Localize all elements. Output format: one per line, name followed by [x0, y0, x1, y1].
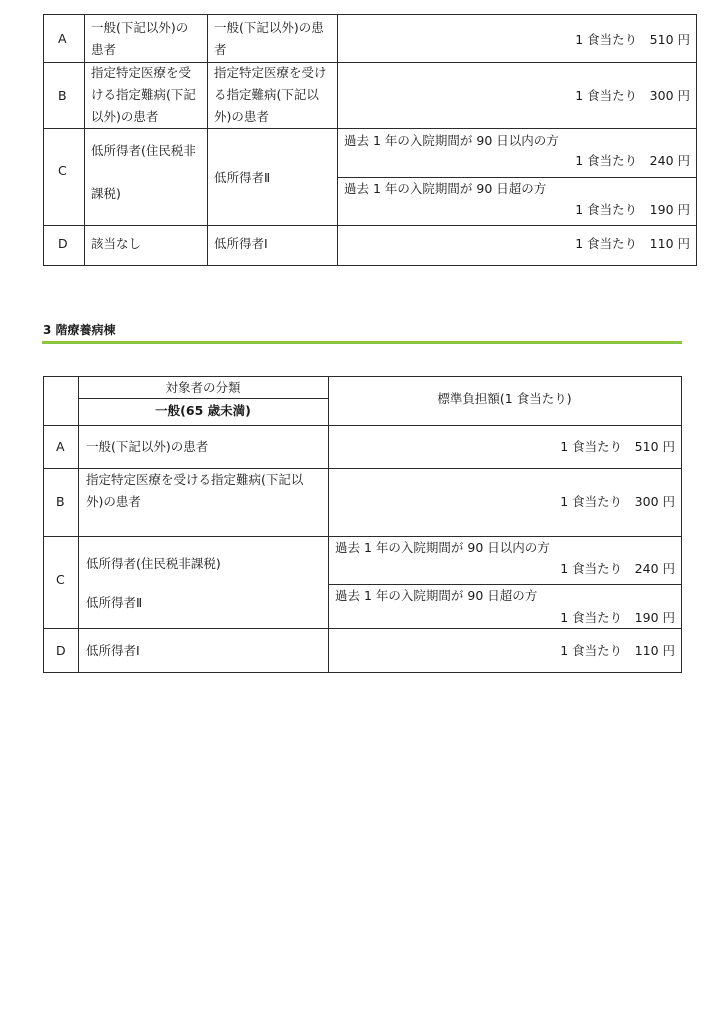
category-text: ける指定難病(下記: [91, 87, 196, 102]
row-letter: A: [56, 439, 65, 454]
category-text: 低所得者Ⅰ: [86, 643, 140, 658]
row-letter: A: [58, 31, 67, 46]
category-text: 外)の患者: [86, 494, 141, 509]
category-text: 低所得者Ⅰ: [214, 236, 268, 251]
cost-value: 1 食当たり 300 円: [560, 494, 675, 509]
row-letter: D: [58, 236, 68, 251]
row-letter: C: [56, 572, 65, 587]
row-letter: C: [58, 163, 67, 178]
cost-value: 1 食当たり 190 円: [575, 202, 690, 217]
cost-value: 1 食当たり 300 円: [575, 88, 690, 103]
category-text: 者: [214, 42, 227, 57]
category-text: 指定特定医療を受: [91, 65, 192, 80]
cost-value: 1 食当たり 510 円: [575, 32, 690, 47]
cost-value: 1 食当たり 240 円: [560, 561, 675, 576]
category-text: 一般(下記以外)の患: [214, 20, 324, 35]
category-text: 一般(下記以外)の患者: [86, 439, 209, 454]
category-text: 外)の患者: [214, 109, 269, 124]
section-title: 3 階療養病棟: [43, 323, 116, 337]
category-text: る指定難病(下記以: [214, 87, 319, 102]
condition-text: 過去 1 年の入院期間が 90 日以内の方: [344, 133, 559, 148]
cost-value: 1 食当たり 110 円: [575, 236, 690, 251]
category-text: 低所得者(住民税非: [91, 143, 196, 158]
category-text: 低所得者(住民税非課税): [86, 556, 221, 571]
category-text: 課税): [91, 186, 121, 201]
cost-value: 1 食当たり 510 円: [560, 439, 675, 454]
section-divider: [42, 341, 682, 344]
cost-value: 1 食当たり 240 円: [575, 153, 690, 168]
category-text: 患者: [91, 42, 117, 57]
row-letter: B: [58, 88, 67, 103]
category-text: 該当なし: [91, 236, 142, 251]
category-text: 低所得者Ⅱ: [86, 595, 143, 610]
condition-text: 過去 1 年の入院期間が 90 日超の方: [335, 588, 538, 603]
category-text: 以外)の患者: [91, 109, 159, 124]
header-subcategory: 一般(65 歳未満): [155, 403, 251, 418]
condition-text: 過去 1 年の入院期間が 90 日以内の方: [335, 540, 550, 555]
category-text: 低所得者Ⅱ: [214, 170, 271, 185]
category-text: 一般(下記以外)の: [91, 20, 189, 35]
category-text: 指定特定医療を受け: [214, 65, 327, 80]
cost-value: 1 食当たり 190 円: [560, 610, 675, 625]
condition-text: 過去 1 年の入院期間が 90 日超の方: [344, 181, 547, 196]
header-target: 対象者の分類: [165, 380, 241, 395]
cost-value: 1 食当たり 110 円: [560, 643, 675, 658]
row-letter: B: [56, 494, 65, 509]
header-cost: 標準負担額(1 食当たり): [437, 391, 572, 406]
row-letter: D: [56, 643, 66, 658]
category-text: 指定特定医療を受ける指定難病(下記以: [86, 472, 304, 487]
